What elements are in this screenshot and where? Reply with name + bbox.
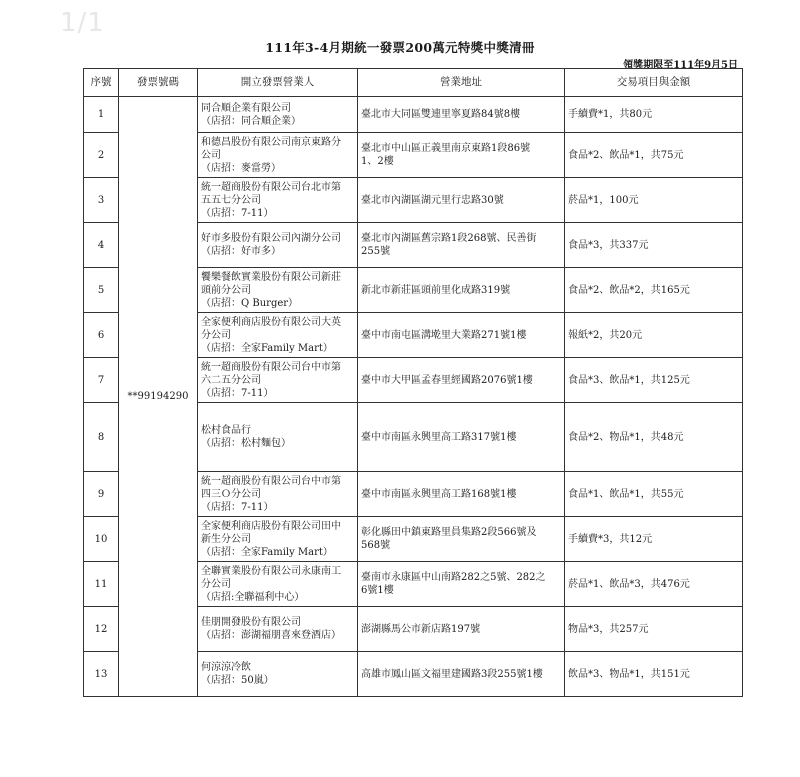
address-cell xyxy=(358,133,565,178)
row-seq: 1 xyxy=(84,97,119,133)
row-seq: 13 xyxy=(84,652,119,697)
merchant-line: 分公司 xyxy=(201,329,231,341)
merchant-line: 全聯實業股份有限公司永康南工 xyxy=(201,565,341,577)
merchant-line: 五五七分公司 xyxy=(201,194,261,206)
merchant-line: 佳朋開發股份有限公司 xyxy=(201,617,301,628)
transaction-cell: 手續費*1，共80元 xyxy=(565,97,743,133)
merchant-line: 全家便利商店股份有限公司大英 xyxy=(201,316,341,328)
row-seq: 10 xyxy=(84,517,119,562)
address-cell xyxy=(358,178,565,223)
transaction-cell: 食品*1、飲品*1，共55元 xyxy=(565,472,743,517)
invoice-number: **99194290 xyxy=(119,97,198,697)
winners-table xyxy=(83,68,743,697)
merchant-line: 同合順企業有限公司 xyxy=(201,102,291,114)
merchant-line: （店招：全家Family Mart） xyxy=(201,546,333,558)
merchant-line: 和德昌股份有限公司南京東路分 xyxy=(201,136,341,148)
merchant-cell xyxy=(198,133,358,178)
merchant-line: （店招：全家Family Mart） xyxy=(201,342,333,354)
merchant-cell xyxy=(198,472,358,517)
address-line: 臺北市內湖區舊宗路1段268號、民善街 xyxy=(361,233,537,244)
address-cell xyxy=(358,517,565,562)
transaction-cell: 食品*3、飲品*1，共125元 xyxy=(565,358,743,403)
address-cell xyxy=(358,268,565,313)
address-line: 新北市新莊區頭前里化成路319號 xyxy=(361,284,511,296)
address-cell xyxy=(358,472,565,517)
merchant-cell xyxy=(198,562,358,607)
address-line: 568號 xyxy=(361,540,391,551)
address-line: 臺北市中山區正義里南京東路1段86號 xyxy=(361,143,531,154)
merchant-line: 饗樂餐飲實業股份有限公司新莊 xyxy=(201,271,341,283)
merchant-line: 四三Ｏ分公司 xyxy=(201,488,261,500)
row-seq: 9 xyxy=(84,472,119,517)
merchant-line: 頭前分公司 xyxy=(201,284,251,296)
merchant-line: 何涼涼冷飲 xyxy=(201,662,251,673)
address-line: 臺北市內湖區湖元里行忠路30號 xyxy=(361,194,504,206)
address-line: 臺中市南區永興里高工路168號1樓 xyxy=(361,488,517,500)
header-merchant: 開立發票營業人 xyxy=(198,69,358,97)
merchant-cell xyxy=(198,97,358,133)
row-seq: 8 xyxy=(84,403,119,472)
header-transaction: 交易項目與金額 xyxy=(565,69,743,97)
transaction-cell: 食品*3，共337元 xyxy=(565,223,743,268)
merchant-line: 統一超商股份有限公司台中市第 xyxy=(201,361,341,373)
address-cell xyxy=(358,223,565,268)
transaction-cell: 飲品*3、物品*1，共151元 xyxy=(565,652,743,697)
claim-deadline: 領獎期限至111年9月5日 xyxy=(623,60,738,71)
address-cell xyxy=(358,358,565,403)
merchant-cell xyxy=(198,517,358,562)
address-line: 6號1樓 xyxy=(361,585,394,596)
transaction-cell: 手續費*3，共12元 xyxy=(565,517,743,562)
address-cell xyxy=(358,607,565,652)
merchant-line: （店招：松村麵包） xyxy=(201,438,291,449)
address-line: 臺中市南區永興里高工路317號1樓 xyxy=(361,431,517,443)
row-seq: 3 xyxy=(84,178,119,223)
merchant-line: （店招：麥當勞） xyxy=(201,162,281,174)
merchant-line: （店招：Q Burger） xyxy=(201,297,299,309)
row-seq: 2 xyxy=(84,133,119,178)
merchant-cell xyxy=(198,607,358,652)
table-body xyxy=(84,97,743,697)
address-line: 臺北市大同區雙連里寧夏路84號8樓 xyxy=(361,109,521,120)
address-line: 澎湖縣馬公市新店路197號 xyxy=(361,623,481,635)
address-cell xyxy=(358,562,565,607)
transaction-cell: 物品*3，共257元 xyxy=(565,607,743,652)
merchant-line: 新生分公司 xyxy=(201,533,251,545)
address-cell xyxy=(358,313,565,358)
row-seq: 7 xyxy=(84,358,119,403)
address-line: 255號 xyxy=(361,246,391,257)
merchant-cell xyxy=(198,313,358,358)
merchant-line: （店招：好市多） xyxy=(201,246,281,257)
header-address: 營業地址 xyxy=(358,69,565,97)
row-seq: 4 xyxy=(84,223,119,268)
merchant-cell xyxy=(198,223,358,268)
address-line: 臺中市南屯區溝墘里大業路271號1樓 xyxy=(361,329,527,341)
merchant-line: 公司 xyxy=(201,149,221,161)
merchant-line: （店招：澎湖福朋喜來登酒店） xyxy=(201,630,341,641)
merchant-line: （店招:全聯福利中心） xyxy=(201,591,305,603)
document-title: 111年3-4月期統一發票200萬元特獎中獎清冊 xyxy=(265,40,535,55)
merchant-line: （店招：7-11） xyxy=(201,207,274,219)
merchant-cell xyxy=(198,268,358,313)
merchant-line: （店招：50嵐） xyxy=(201,675,274,686)
address-cell xyxy=(358,97,565,133)
transaction-cell: 報紙*2，共20元 xyxy=(565,313,743,358)
merchant-line: 分公司 xyxy=(201,578,231,590)
table-header-row xyxy=(84,69,743,97)
transaction-cell: 食品*2、飲品*2，共165元 xyxy=(565,268,743,313)
address-line: 高雄市鳳山區文福里建國路3段255號1樓 xyxy=(361,668,543,680)
header-invoice-number: 發票號碼 xyxy=(119,69,198,97)
merchant-line: 六二五分公司 xyxy=(201,374,261,386)
transaction-cell: 食品*2、物品*1，共48元 xyxy=(565,403,743,472)
address-cell xyxy=(358,403,565,472)
merchant-line: （店招：7-11） xyxy=(201,501,274,513)
merchant-line: 好市多股份有限公司內湖分公司 xyxy=(201,233,341,244)
address-line: 1、2樓 xyxy=(361,156,394,167)
table-row xyxy=(84,97,743,133)
row-seq: 12 xyxy=(84,607,119,652)
transaction-cell: 菸品*1、飲品*3，共476元 xyxy=(565,562,743,607)
header-seq: 序號 xyxy=(84,69,119,97)
address-cell xyxy=(358,652,565,697)
merchant-line: 全家便利商店股份有限公司田中 xyxy=(201,520,341,532)
merchant-cell xyxy=(198,178,358,223)
merchant-line: （店招：同合順企業） xyxy=(201,115,301,127)
row-seq: 11 xyxy=(84,562,119,607)
merchant-cell xyxy=(198,358,358,403)
merchant-line: 統一超商股份有限公司台北市第 xyxy=(201,181,341,193)
merchant-cell xyxy=(198,652,358,697)
address-line: 彰化縣田中鎮東路里員集路2段566號及 xyxy=(361,527,537,538)
transaction-cell: 食品*2、飲品*1，共75元 xyxy=(565,133,743,178)
row-seq: 5 xyxy=(84,268,119,313)
transaction-cell: 菸品*1，100元 xyxy=(565,178,743,223)
address-line: 臺南市永康區中山南路282之5號、282之 xyxy=(361,572,546,583)
merchant-line: （店招：7-11） xyxy=(201,387,274,399)
address-line: 臺中市大甲區孟春里經國路2076號1樓 xyxy=(361,374,533,386)
page-indicator: 1/1 xyxy=(60,8,105,38)
merchant-line: 統一超商股份有限公司台中市第 xyxy=(201,475,341,487)
row-seq: 6 xyxy=(84,313,119,358)
merchant-cell xyxy=(198,403,358,472)
merchant-line: 松村食品行 xyxy=(201,425,251,436)
